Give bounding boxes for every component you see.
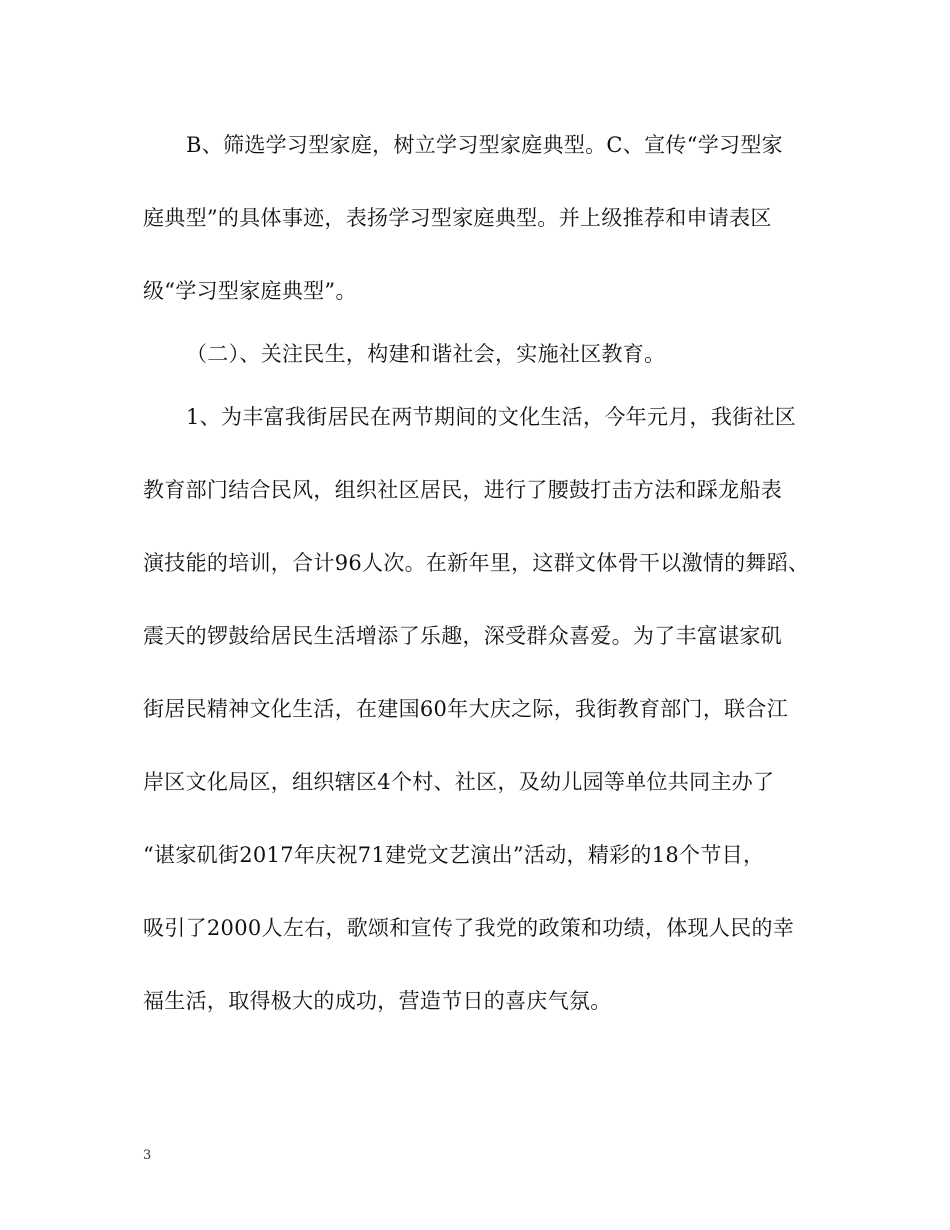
section-heading-2: （二）、关注民生，构建和谐社会，实施社区教育。 (186, 342, 666, 366)
paragraph-1-line-9: 福生活，取得极大的成功，营造节日的喜庆气氛。 (143, 989, 612, 1013)
paragraph-1-line-1: 1、为丰富我街居民在两节期间的文化生活，今年元月，我街社区 (186, 405, 797, 429)
paragraph-1-line-5: 街居民精神文化生活，在建国60年大庆之际，我街教育部门，联合江 (143, 697, 789, 721)
paragraph-b-line-3: 级“学习型家庭典型”。 (143, 279, 357, 303)
paragraph-1-line-3: 演技能的培训，合计96人次。在新年里，这群文体骨干以激情的舞蹈、 (143, 551, 810, 575)
paragraph-b-line-1: B、筛选学习型家庭，树立学习型家庭典型。C、宣传“学习型家 (186, 133, 783, 157)
paragraph-1-line-6: 岸区文化局区，组织辖区4个村、社区，及幼儿园等单位共同主办了 (143, 770, 775, 794)
page-number: 3 (143, 1148, 152, 1163)
paragraph-1-line-7: “谌家矶街2017年庆祝71建党文艺演出”活动，精彩的18个节目， (143, 843, 765, 867)
paragraph-1-line-8: 吸引了2000人左右，歌颂和宣传了我党的政策和功绩，体现人民的幸 (143, 916, 795, 940)
paragraph-1-line-2: 教育部门结合民风，组织社区居民，进行了腰鼓打击方法和踩龙船表 (143, 478, 782, 502)
paragraph-1-line-4: 震天的锣鼓给居民生活增添了乐趣，深受群众喜爱。为了丰富谌家矶 (143, 624, 782, 648)
paragraph-b-line-2: 庭典型”的具体事迹，表扬学习型家庭典型。并上级推荐和申请表区 (143, 206, 772, 230)
